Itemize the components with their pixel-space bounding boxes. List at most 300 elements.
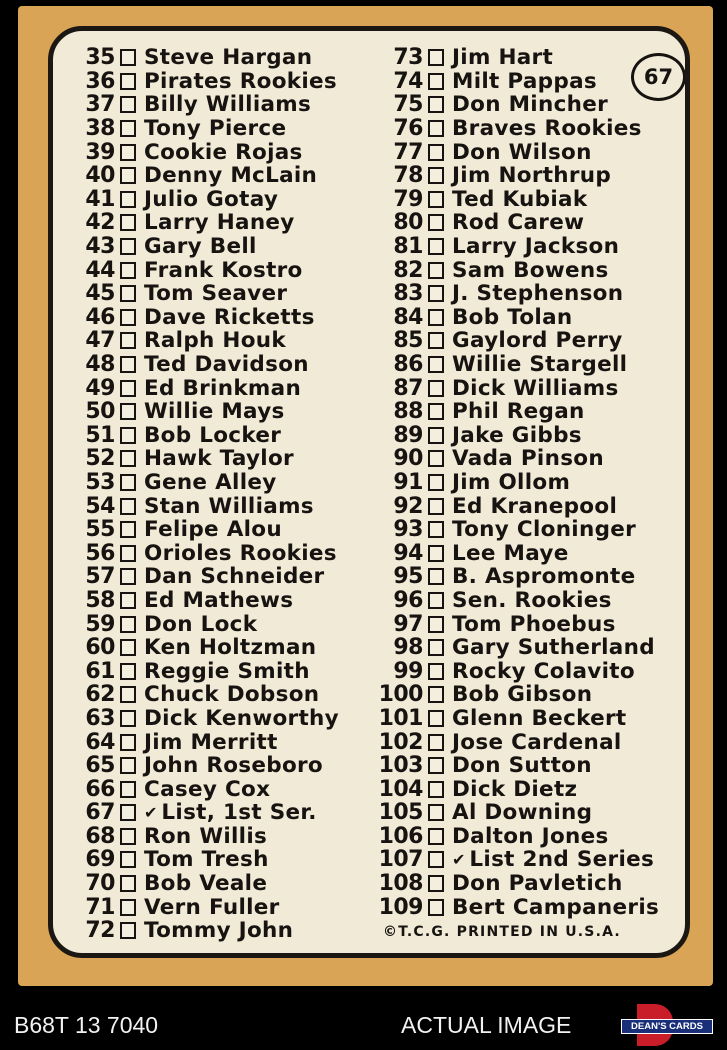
card-num: 55 bbox=[85, 517, 115, 543]
checkbox[interactable] bbox=[120, 663, 136, 680]
checkbox[interactable] bbox=[120, 851, 136, 868]
checklist-row bbox=[371, 329, 659, 353]
card-num: 96 bbox=[393, 587, 423, 613]
player-name: Sen. Rookies bbox=[452, 587, 612, 613]
card-num: 107 bbox=[378, 847, 423, 873]
player-name: Gene Alley bbox=[144, 469, 277, 495]
checklist-row bbox=[63, 235, 339, 259]
checkbox[interactable] bbox=[428, 851, 444, 868]
checkbox[interactable] bbox=[120, 757, 136, 774]
card-num: 81 bbox=[393, 234, 423, 260]
checkbox[interactable] bbox=[428, 450, 444, 467]
card-num: 102 bbox=[378, 729, 423, 755]
checkbox[interactable] bbox=[120, 474, 136, 491]
card-num: 50 bbox=[85, 399, 115, 425]
player-name: Dalton Jones bbox=[452, 823, 609, 849]
player-name: Gaylord Perry bbox=[452, 328, 623, 354]
card-num: 98 bbox=[393, 635, 423, 661]
checkbox[interactable] bbox=[120, 332, 136, 349]
checkbox[interactable] bbox=[428, 167, 444, 184]
checkbox[interactable] bbox=[428, 568, 444, 585]
checkbox[interactable] bbox=[428, 238, 444, 255]
checklist-row bbox=[371, 447, 659, 471]
checkbox[interactable] bbox=[120, 144, 136, 161]
checklist-row bbox=[63, 353, 339, 377]
checklist-row bbox=[63, 258, 339, 282]
checklist-row bbox=[63, 825, 339, 849]
checklist-row bbox=[63, 140, 339, 164]
player-name: Don Mincher bbox=[452, 92, 609, 118]
checkbox[interactable] bbox=[120, 167, 136, 184]
player-name: Bob Locker bbox=[144, 422, 282, 448]
checkbox[interactable] bbox=[120, 403, 136, 420]
checklist-row bbox=[371, 589, 659, 613]
checklist-row bbox=[371, 400, 659, 424]
card-num: 104 bbox=[378, 776, 423, 802]
player-name: Willie Stargell bbox=[452, 352, 628, 378]
checklist-row bbox=[371, 117, 659, 141]
player-name: Jake Gibbs bbox=[452, 422, 582, 448]
player-name: Larry Haney bbox=[144, 210, 295, 236]
player-name: Stan Williams bbox=[144, 493, 314, 519]
player-name: Dick Dietz bbox=[452, 776, 578, 802]
logo-band: DEAN'S CARDS bbox=[621, 1019, 713, 1034]
player-name: Pirates Rookies bbox=[144, 68, 338, 94]
checklist-row bbox=[371, 188, 659, 212]
checkbox[interactable] bbox=[120, 545, 136, 562]
player-name: Steve Hargan bbox=[144, 45, 313, 71]
checklist-row bbox=[371, 683, 659, 707]
checkbox[interactable] bbox=[428, 592, 444, 609]
player-name: Tom Phoebus bbox=[452, 611, 616, 637]
checkbox[interactable] bbox=[428, 875, 444, 892]
card-num: 92 bbox=[393, 493, 423, 519]
checklist-row bbox=[63, 848, 339, 872]
checklist-row bbox=[63, 872, 339, 896]
checklist-row bbox=[63, 306, 339, 330]
checkbox[interactable] bbox=[428, 781, 444, 798]
card-num: 109 bbox=[378, 894, 423, 920]
checklist-row bbox=[63, 471, 339, 495]
right-column bbox=[371, 46, 659, 919]
checklist-row bbox=[371, 754, 659, 778]
left-column bbox=[63, 46, 339, 943]
card-num: 106 bbox=[378, 823, 423, 849]
player-name: Al Downing bbox=[452, 800, 593, 826]
card-num: 39 bbox=[85, 139, 115, 165]
player-name: Larry Jackson bbox=[452, 234, 620, 260]
checkbox[interactable] bbox=[428, 498, 444, 515]
card-num: 68 bbox=[85, 823, 115, 849]
player-name: Denny McLain bbox=[144, 163, 318, 189]
cert-number: B68T 13 7040 bbox=[14, 1012, 159, 1038]
player-name: Don Wilson bbox=[452, 139, 592, 165]
player-name: Orioles Rookies bbox=[144, 540, 337, 566]
card-num: 59 bbox=[85, 611, 115, 637]
checklist-row bbox=[63, 329, 339, 353]
checkbox[interactable] bbox=[428, 285, 444, 302]
checklist-row bbox=[371, 258, 659, 282]
player-name: Dan Schneider bbox=[144, 564, 325, 590]
checklist-row bbox=[371, 164, 659, 188]
card-num: 35 bbox=[85, 45, 115, 71]
player-name: Hawk Taylor bbox=[144, 446, 294, 472]
card-num: 63 bbox=[85, 705, 115, 731]
card-num: 88 bbox=[393, 399, 423, 425]
checklist-row bbox=[63, 447, 339, 471]
checkbox[interactable] bbox=[120, 710, 136, 727]
checklist-panel bbox=[48, 26, 690, 958]
player-name: Rocky Colavito bbox=[452, 658, 635, 684]
card-num: 71 bbox=[85, 894, 115, 920]
card-num: 48 bbox=[85, 352, 115, 378]
checkbox[interactable] bbox=[428, 757, 444, 774]
checkbox[interactable] bbox=[120, 427, 136, 444]
player-name: List 2nd Series bbox=[469, 847, 655, 873]
player-name: Chuck Dobson bbox=[144, 682, 320, 708]
card-num: 41 bbox=[85, 186, 115, 212]
player-name: Casey Cox bbox=[144, 776, 271, 802]
player-name: Reggie Smith bbox=[144, 658, 310, 684]
card-num: 75 bbox=[393, 92, 423, 118]
card-num: 62 bbox=[85, 682, 115, 708]
card-number: 67 bbox=[643, 65, 674, 89]
checkbox[interactable] bbox=[120, 568, 136, 585]
checklist-card bbox=[18, 6, 713, 986]
card-num: 74 bbox=[393, 68, 423, 94]
card-num: 66 bbox=[85, 776, 115, 802]
checkbox[interactable] bbox=[428, 380, 444, 397]
checkbox[interactable] bbox=[428, 545, 444, 562]
player-name: Ted Davidson bbox=[144, 352, 309, 378]
checkbox[interactable] bbox=[428, 96, 444, 113]
checklist-row bbox=[63, 636, 339, 660]
player-name: Ron Willis bbox=[144, 823, 268, 849]
card-num: 45 bbox=[85, 281, 115, 307]
card-num: 79 bbox=[393, 186, 423, 212]
player-name: Willie Mays bbox=[144, 399, 285, 425]
checkbox[interactable] bbox=[120, 73, 136, 90]
checklist-row bbox=[371, 872, 659, 896]
player-name: Vada Pinson bbox=[452, 446, 604, 472]
checkbox[interactable] bbox=[120, 828, 136, 845]
card-num: 91 bbox=[393, 469, 423, 495]
player-name: Bob Veale bbox=[144, 871, 268, 897]
checklist-row bbox=[371, 518, 659, 542]
checkbox[interactable] bbox=[428, 191, 444, 208]
checklist-row bbox=[371, 235, 659, 259]
checkbox[interactable] bbox=[120, 96, 136, 113]
checklist-row bbox=[371, 306, 659, 330]
checklist-row bbox=[63, 117, 339, 141]
checklist-row bbox=[63, 541, 339, 565]
checklist-row bbox=[63, 518, 339, 542]
checklist-row bbox=[371, 282, 659, 306]
checklist-row bbox=[63, 801, 339, 825]
checklist-row bbox=[371, 140, 659, 164]
player-name: Cookie Rojas bbox=[144, 139, 303, 165]
card-num: 101 bbox=[378, 705, 423, 731]
checkbox[interactable] bbox=[120, 781, 136, 798]
card-num: 105 bbox=[378, 800, 423, 826]
card-num: 51 bbox=[85, 422, 115, 448]
checklist-row bbox=[63, 46, 339, 70]
checkbox[interactable] bbox=[428, 427, 444, 444]
checkbox[interactable] bbox=[120, 238, 136, 255]
checklist-row bbox=[371, 471, 659, 495]
card-num: 80 bbox=[393, 210, 423, 236]
player-name: Jose Cardenal bbox=[452, 729, 622, 755]
checkbox[interactable] bbox=[428, 828, 444, 845]
card-num: 40 bbox=[85, 163, 115, 189]
checkbox[interactable] bbox=[428, 474, 444, 491]
player-name: Frank Kostro bbox=[144, 257, 303, 283]
card-num: 52 bbox=[85, 446, 115, 472]
copyright-footer: ©T.C.G. PRINTED IN U.S.A. bbox=[383, 924, 621, 940]
player-name: Lee Maye bbox=[452, 540, 569, 566]
checkbox[interactable] bbox=[428, 309, 444, 326]
card-num: 67 bbox=[85, 800, 115, 826]
checklist-row bbox=[63, 494, 339, 518]
card-num: 38 bbox=[85, 116, 115, 142]
checklist-row bbox=[63, 612, 339, 636]
card-num: 36 bbox=[85, 68, 115, 94]
card-number-seal bbox=[631, 53, 686, 101]
card-num: 49 bbox=[85, 375, 115, 401]
checkbox[interactable] bbox=[428, 120, 444, 137]
checkbox[interactable] bbox=[120, 498, 136, 515]
checkbox[interactable] bbox=[428, 262, 444, 279]
checkbox[interactable] bbox=[120, 49, 136, 66]
player-name: J. Stephenson bbox=[452, 281, 624, 307]
checkbox[interactable] bbox=[428, 356, 444, 373]
checkbox[interactable] bbox=[120, 191, 136, 208]
checkbox[interactable] bbox=[120, 214, 136, 231]
card-num: 46 bbox=[85, 304, 115, 330]
card-num: 99 bbox=[393, 658, 423, 684]
card-num: 83 bbox=[393, 281, 423, 307]
checkbox[interactable] bbox=[120, 262, 136, 279]
checklist-row bbox=[371, 707, 659, 731]
card-num: 103 bbox=[378, 753, 423, 779]
checklist-row bbox=[63, 777, 339, 801]
checkbox[interactable] bbox=[120, 285, 136, 302]
checkbox[interactable] bbox=[428, 686, 444, 703]
player-name: Don Lock bbox=[144, 611, 258, 637]
checklist-row bbox=[63, 211, 339, 235]
card-num: 108 bbox=[378, 871, 423, 897]
checklist-row bbox=[63, 93, 339, 117]
player-name: Milt Pappas bbox=[452, 68, 597, 94]
card-num: 82 bbox=[393, 257, 423, 283]
checklist-row bbox=[371, 353, 659, 377]
checkbox[interactable] bbox=[120, 450, 136, 467]
card-num: 58 bbox=[85, 587, 115, 613]
checklist-row bbox=[371, 565, 659, 589]
checklist-row bbox=[63, 919, 339, 943]
card-num: 100 bbox=[378, 682, 423, 708]
player-name: Tom Seaver bbox=[144, 281, 288, 307]
player-name: Gary Sutherland bbox=[452, 635, 655, 661]
checkbox[interactable] bbox=[428, 332, 444, 349]
checkbox[interactable] bbox=[428, 899, 444, 916]
checkbox[interactable] bbox=[428, 403, 444, 420]
card-num: 60 bbox=[85, 635, 115, 661]
checklist-row bbox=[371, 93, 659, 117]
checklist-row bbox=[63, 282, 339, 306]
checklist-row bbox=[63, 683, 339, 707]
checklist-row bbox=[63, 400, 339, 424]
checkbox[interactable] bbox=[120, 616, 136, 633]
player-name: Tony Cloninger bbox=[452, 517, 637, 543]
checklist-row bbox=[371, 825, 659, 849]
player-name: Dave Ricketts bbox=[144, 304, 315, 330]
card-num: 84 bbox=[393, 304, 423, 330]
card-num: 44 bbox=[85, 257, 115, 283]
card-num: 69 bbox=[85, 847, 115, 873]
player-name: Jim Merritt bbox=[144, 729, 278, 755]
player-name: Billy Williams bbox=[144, 92, 312, 118]
checklist-row bbox=[63, 565, 339, 589]
player-name: Jim Ollom bbox=[452, 469, 571, 495]
card-num: 54 bbox=[85, 493, 115, 519]
player-name: Ralph Houk bbox=[144, 328, 286, 354]
checklist-row bbox=[63, 70, 339, 94]
card-num: 77 bbox=[393, 139, 423, 165]
player-name: Bob Tolan bbox=[452, 304, 573, 330]
checklist-row bbox=[371, 730, 659, 754]
checkmark-icon: ✔ bbox=[144, 803, 158, 823]
player-name: Jim Hart bbox=[452, 45, 554, 71]
player-name: Bert Campaneris bbox=[452, 894, 660, 920]
checklist-row bbox=[63, 754, 339, 778]
checklist-row bbox=[63, 376, 339, 400]
card-num: 42 bbox=[85, 210, 115, 236]
checklist-row bbox=[371, 895, 659, 919]
card-num: 95 bbox=[393, 564, 423, 590]
checklist-row bbox=[63, 659, 339, 683]
checklist-row bbox=[63, 188, 339, 212]
checklist-row bbox=[371, 376, 659, 400]
checkbox[interactable] bbox=[428, 804, 444, 821]
checklist-row bbox=[371, 848, 659, 872]
checklist-row bbox=[371, 777, 659, 801]
checklist-row bbox=[371, 211, 659, 235]
checklist-row bbox=[63, 589, 339, 613]
card-num: 97 bbox=[393, 611, 423, 637]
card-num: 78 bbox=[393, 163, 423, 189]
player-name: Jim Northrup bbox=[452, 163, 612, 189]
checklist-row bbox=[63, 164, 339, 188]
player-name: Rod Carew bbox=[452, 210, 585, 236]
checklist-row bbox=[63, 424, 339, 448]
card-num: 72 bbox=[85, 918, 115, 944]
checkbox[interactable] bbox=[120, 804, 136, 821]
checkbox[interactable] bbox=[120, 686, 136, 703]
player-name: Ed Brinkman bbox=[144, 375, 302, 401]
checkbox[interactable] bbox=[120, 521, 136, 538]
checkbox[interactable] bbox=[120, 380, 136, 397]
checkbox[interactable] bbox=[428, 710, 444, 727]
checkbox[interactable] bbox=[428, 521, 444, 538]
card-num: 65 bbox=[85, 753, 115, 779]
checkbox[interactable] bbox=[428, 73, 444, 90]
checkbox[interactable] bbox=[428, 663, 444, 680]
card-num: 87 bbox=[393, 375, 423, 401]
card-num: 89 bbox=[393, 422, 423, 448]
checkbox[interactable] bbox=[428, 734, 444, 751]
player-name: Julio Gotay bbox=[144, 186, 279, 212]
card-num: 70 bbox=[85, 871, 115, 897]
card-num: 64 bbox=[85, 729, 115, 755]
checklist-row bbox=[371, 424, 659, 448]
checkbox[interactable] bbox=[120, 899, 136, 916]
player-name: Glenn Beckert bbox=[452, 705, 627, 731]
checkbox[interactable] bbox=[120, 120, 136, 137]
checkbox[interactable] bbox=[428, 49, 444, 66]
checkbox[interactable] bbox=[428, 144, 444, 161]
checklist-row bbox=[63, 730, 339, 754]
checkbox[interactable] bbox=[428, 616, 444, 633]
checkbox[interactable] bbox=[120, 734, 136, 751]
card-num: 53 bbox=[85, 469, 115, 495]
card-num: 57 bbox=[85, 564, 115, 590]
bottom-bar bbox=[0, 1000, 727, 1050]
card-num: 61 bbox=[85, 658, 115, 684]
checkbox[interactable] bbox=[120, 356, 136, 373]
player-name: Bob Gibson bbox=[452, 682, 593, 708]
player-name: Ed Mathews bbox=[144, 587, 294, 613]
player-name: B. Aspromonte bbox=[452, 564, 636, 590]
actual-image-label: ACTUAL IMAGE bbox=[401, 1012, 572, 1038]
player-name: Ken Holtzman bbox=[144, 635, 317, 661]
checkbox[interactable] bbox=[120, 922, 136, 939]
checkmark-icon: ✔ bbox=[452, 850, 466, 870]
player-name: Dick Kenworthy bbox=[144, 705, 339, 731]
card-num: 47 bbox=[85, 328, 115, 354]
checklist-row bbox=[371, 659, 659, 683]
checklist-row bbox=[371, 801, 659, 825]
checklist-row bbox=[371, 494, 659, 518]
card-num: 86 bbox=[393, 352, 423, 378]
card-num: 93 bbox=[393, 517, 423, 543]
card-num: 43 bbox=[85, 234, 115, 260]
player-name: John Roseboro bbox=[144, 753, 324, 779]
checkbox[interactable] bbox=[120, 639, 136, 656]
checkbox[interactable] bbox=[120, 309, 136, 326]
player-name: Ed Kranepool bbox=[452, 493, 618, 519]
player-name: Don Pavletich bbox=[452, 871, 623, 897]
card-num: 85 bbox=[393, 328, 423, 354]
card-num: 76 bbox=[393, 116, 423, 142]
player-name: Tom Tresh bbox=[144, 847, 269, 873]
checklist-row bbox=[63, 895, 339, 919]
player-name: Tommy John bbox=[144, 918, 294, 944]
card-num: 90 bbox=[393, 446, 423, 472]
player-name: Don Sutton bbox=[452, 753, 592, 779]
checkbox[interactable] bbox=[120, 875, 136, 892]
checklist-row bbox=[63, 707, 339, 731]
player-name: Braves Rookies bbox=[452, 116, 642, 142]
player-name: Dick Williams bbox=[452, 375, 619, 401]
deans-cards-logo bbox=[621, 1004, 713, 1046]
player-name: Ted Kubiak bbox=[452, 186, 588, 212]
checkbox[interactable] bbox=[428, 214, 444, 231]
player-name: Gary Bell bbox=[144, 234, 257, 260]
checkbox[interactable] bbox=[120, 592, 136, 609]
checkbox[interactable] bbox=[428, 639, 444, 656]
card-num: 73 bbox=[393, 45, 423, 71]
